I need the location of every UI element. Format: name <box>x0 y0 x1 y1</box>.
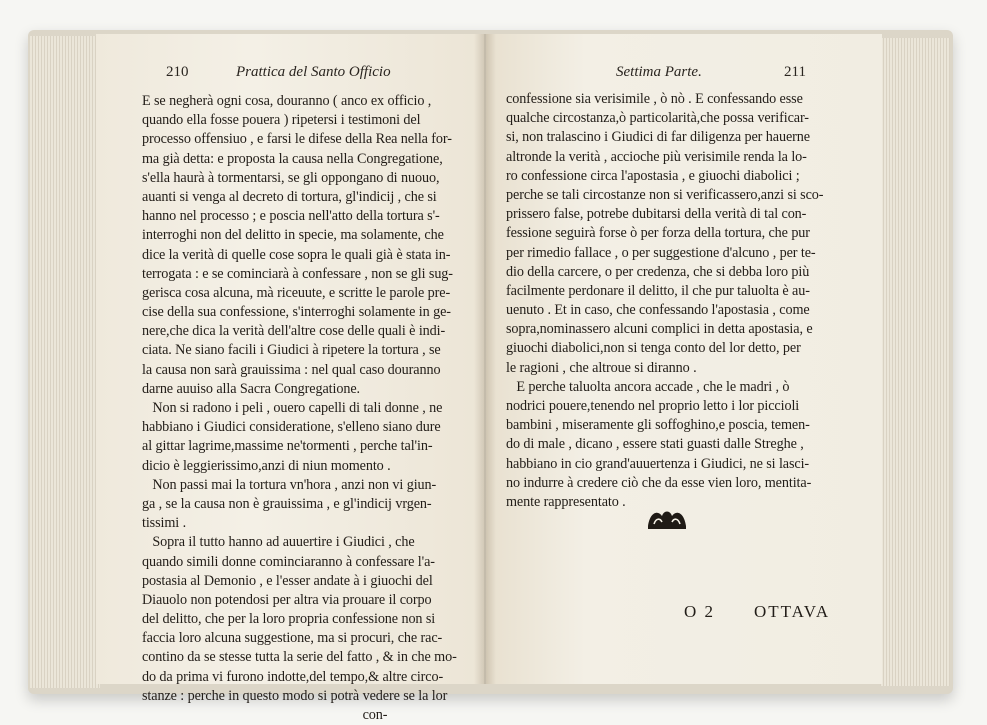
text-line: interroghi non del delitto in specie, ma solamente, che <box>142 227 444 244</box>
text-line: no indurre à credere ciò che da esse vien loro, mentita- <box>506 474 812 491</box>
page-number: 211 <box>784 64 806 80</box>
text-line: facilmente perdonare il delitto, il che pur taluolta è au- <box>506 282 810 299</box>
text-line: Diauolo non potendosi per altra via prouare il corpo <box>142 591 432 608</box>
text-line: la causa non sarà grauissima : nel qual caso douranno <box>142 361 441 378</box>
text-line: dice la verità di quelle cose sopra le quali già è stata in- <box>142 246 451 263</box>
text-line: faccia loro alcuna suggestione, ma si procuri, che rac- <box>142 630 443 647</box>
text-line: prissero false, potrebe dubitarsi della verità di tal con- <box>506 206 807 223</box>
page-text <box>142 92 457 725</box>
text-line: Non si radono i peli , ouero capelli di tali donne , ne <box>142 400 443 416</box>
text-line: mente rappresentato . <box>506 493 626 510</box>
text-line: le ragioni , che altroue si diranno . <box>506 359 697 376</box>
text-line: darne auuiso alla Sacra Congregatione. <box>142 380 360 397</box>
text-line: stanze : perche in questo modo si potrà vedere se la lor <box>142 687 448 704</box>
text-line: ciata. Ne siano facili i Giudici à ripetere la tortura , se <box>142 342 441 359</box>
text-line: si, non tralascino i Giudici di far diligenza per hauerne <box>506 129 810 146</box>
text-line: quando simili donne cominciaranno à confessare l'a- <box>142 553 435 570</box>
text-line: perche se tali circostanze non si verificassero,anzi si sco- <box>506 186 824 203</box>
left-page <box>96 34 484 723</box>
text-line: Non passi mai la tortura vn'hora , anzi non vi giun- <box>142 476 437 493</box>
page-edges-right <box>880 38 950 686</box>
text-line: giuochi diabolici,non si tenga conto del lor detto, per <box>506 340 801 357</box>
text-line: per rimedio fallace , o per suggestione d'alcuno , per te- <box>506 244 816 261</box>
text-line: do da prima vi furono indotte,del tempo,& altre circo- <box>142 668 444 685</box>
text-line: nodrici pouere,tenendo nel proprio letto i lor piccioli <box>506 398 800 414</box>
text-line: al gittar lagrime,massime ne'tormenti , perche tal'in- <box>142 438 433 455</box>
text-line: tissimi . <box>142 515 187 532</box>
text-line: qualche circostanza,ò particolarità,che possa verificar- <box>506 110 809 127</box>
text-line: uenuto . Et in caso, che confessando l'apostasia , come <box>506 302 810 319</box>
gutter-shadow <box>474 34 496 684</box>
text-line: del delitto, che per la loro propria confessione non si <box>142 611 436 628</box>
text-line: processo offensiuo , e farsi le difese della Rea nella for- <box>142 131 452 148</box>
text-line: habbiano i Giudici consideratione, s'elleno siano dure <box>142 419 441 436</box>
text-line: ga , se la causa non è grauissima , e gl'indicij vrgen- <box>142 495 432 512</box>
catchword: OTTAVA <box>754 602 831 621</box>
text-line: fessione seguirà forse ò per forza della tortura, che pur <box>506 225 810 242</box>
right-page <box>486 34 882 684</box>
text-line: dicio è leggierissimo,anzi di niun momento . <box>142 457 391 474</box>
text-line: E perche taluolta ancora accade , che le madri , ò <box>506 378 790 395</box>
text-line: auanti si venga al decreto di tortura, gl'indicij , che si <box>142 188 437 205</box>
running-title: Prattica del Santo Officio <box>236 64 391 80</box>
text-line: bambini , miseramente gli soffoghino,e poscia, temen- <box>506 417 810 434</box>
text-line: terrogata : e se cominciarà à confessare , non se gli sug- <box>142 265 453 282</box>
page-edges-left <box>30 36 100 688</box>
text-line: dio della carcere, o per credenza, che si debba loro più <box>506 263 810 280</box>
page-number: 210 <box>166 64 189 80</box>
page-text <box>506 90 823 512</box>
text-line: hanno nel processo ; e poscia nell'atto della tortura s'- <box>142 208 440 225</box>
text-line: ro confessione circa l'apostasia , e giuochi diabolici ; <box>506 167 800 184</box>
text-line: do di male , dicano , essere stati guasti dalle Streghe , <box>506 436 804 453</box>
text-line: altronde la verità , accioche più verisimile renda la lo- <box>506 148 807 165</box>
text-line: ma già detta: e proposta la causa nella Congregatione, <box>142 150 443 167</box>
text-line: E se negherà ogni cosa, douranno ( anco ex officio , <box>142 93 432 109</box>
text-line: gerisca cosa alcuna, mà riceuute, e scritte le parole pre- <box>142 284 451 301</box>
text-line: cise della sua confessione, s'interroghi solamente in ge- <box>142 304 451 321</box>
text-line: quando ella fosse pouera ) ripetersi i testimoni del <box>142 112 421 129</box>
text-line: con- <box>142 707 388 723</box>
text-line: sopra,nominassero alcuni complici in detta apostasia, e <box>506 321 813 338</box>
text-line: habbiano in cio grand'auuertenza i Giudici, ne si lasci- <box>506 455 810 472</box>
running-title: Settima Parte. <box>616 64 702 80</box>
printer-ornament-icon <box>644 506 690 530</box>
text-line: confessione sia verisimile , ò nò . E confessando esse <box>506 91 803 107</box>
text-line: Sopra il tutto hanno ad auuertire i Giudici , che <box>142 534 415 551</box>
text-line: postasia al Demonio , e l'esser andate à i giuochi del <box>142 572 433 589</box>
text-line: s'ella haurà à tormentarsi, se gli oppongano di nuouo, <box>142 169 440 186</box>
text-line: nere,che dica la verità dell'altre cose delle quali è indi- <box>142 323 446 340</box>
signature-mark: O 2 <box>684 602 716 621</box>
text-line: contino da se stesse tutta la serie del fatto , & in che mo- <box>142 649 457 666</box>
